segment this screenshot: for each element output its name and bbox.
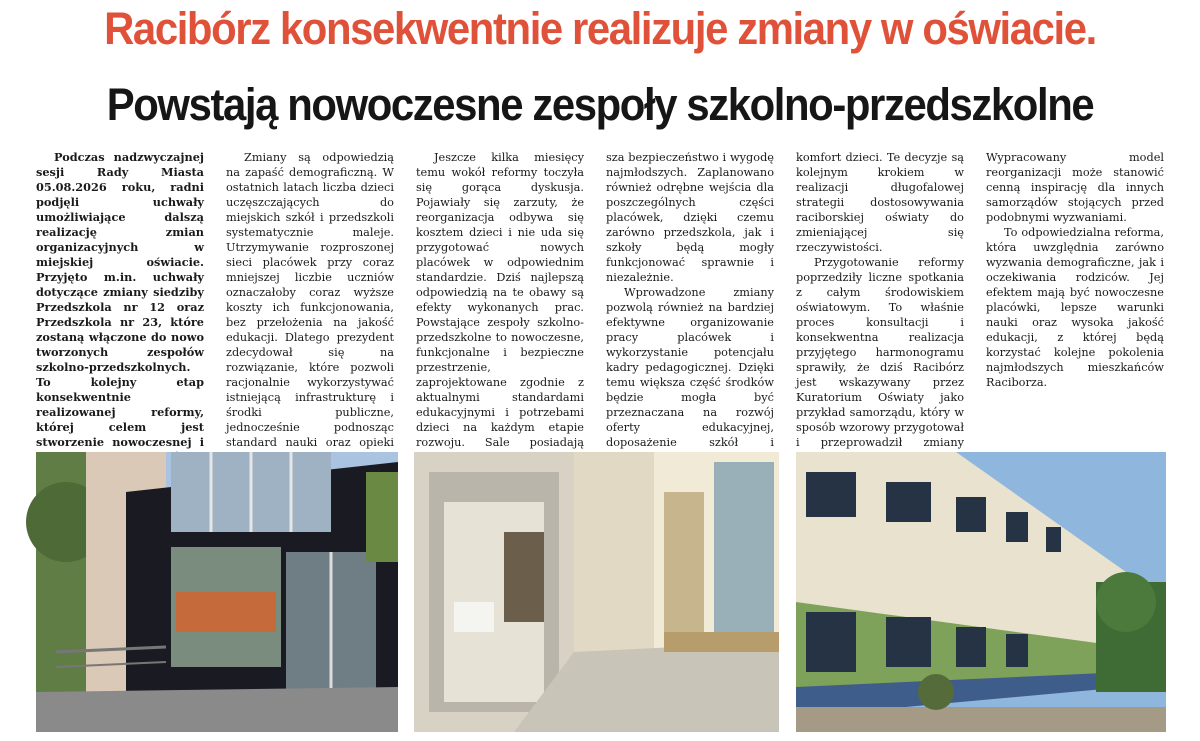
article-columns [36,150,1166,449]
paragraph: sza bezpieczeństwo i wygodę najmłodszych. Zaplanowano również odrębne wejścia dla poszczególnych części placówek, dzięki czemu zarówno przedszkola, jak i szkoły będą mogły funkcjonować sprawnie i niezależnie. [606,151,774,284]
paragraph: Zmiany są odpowiedzią na zapaść demograficzną. W ostatnich latach liczba dzieci uczęszczających do miejskich szkół i przedszkoli systematycznie maleje. Utrzymywanie rozproszonej sieci placówek przy coraz mniejszej liczbie uczniów oznaczałoby coraz wyższe koszty ich funkcjonowania, bez przełożenia na jakość edukacji. Dlatego prezydent zdecydował się na rozwiązanie, które pozwoli racjonalnie wykorzystywać istniejącą infrastrukturę i środki publiczne, jednocześnie podnosząc standard nauki oraz opieki [226,151,394,449]
article-column-1 [36,150,204,449]
photo-building-facade [796,452,1166,732]
paragraph: Wprowadzone zmiany pozwolą również na bardziej efektywne organizowanie pracy placówek i wykorzystanie potencjału kadry pedagogicznej. Dzięki temu większa część środków będzie mogła być przeznaczana na rozwój oferty edukacyjnej, doposażenie szkół i [606,286,774,449]
photo-interior-corridor [414,452,779,732]
paragraph: Podczas nadzwyczajnej sesji Rady Miasta 05.08.2026 roku, radni podjęli uchwały umożliwiające dalszą realizację zmian organizacyjnych w miejskiej oświacie. Przyjęto m.in. uchwały dotyczące zmiany siedziby Przedszkola nr 12 oraz Przedszkola nr 23, które zostaną włączone do nowo tworzonych zespołów szkolno-przedszkolnych. To kolejny etap konsekwentnie realizowanej reformy, której celem jest stworzenie nowoczesnej i [36,150,204,449]
photo-strip [36,452,1166,732]
paragraph: Jeszcze kilka miesięcy temu wokół reformy toczyła się gorąca dyskusja. Pojawiały się zarzuty, że reorganizacja odbywa się kosztem dzieci i nie uda się przygotować nowych placówek w odpowiednim standardzie. Dziś najlepszą odpowiedzią na te obawy są efekty wykonanych prac. Powstające zespoły szkolno-przedszkolne to nowoczesne, funkcjonalne i bezpieczne przestrzenie, zaprojektowane zgodnie z aktualnymi standardami edukacyjnymi i potrzebami dzieci na każdym etapie rozwoju. Sale posiadają [416,151,584,449]
article-column-6 [986,150,1164,442]
article-column-4 [606,150,774,449]
photo-building-entrance [36,452,398,732]
paragraph: Wypracowany model reorganizacji może stanowić cenną inspirację dla innych samorządów stojących przed podobnymi wyzwaniami. [986,151,1164,224]
paragraph: To odpowiedzialna reforma, która uwzględnia zarówno wyzwania demograficzne, jak i oczekiwania rodziców. Jej efektem mają być nowoczesne placówki, lepsze warunki nauki oraz wysoka jakość edukacji, z której będą korzystać kolejne pokolenia najmłodszych mieszkańców Raciborza. [986,226,1164,389]
article-column-3 [416,150,584,449]
article-column-2 [226,150,394,449]
article-column-5 [796,150,964,449]
headline-line-1: Racibórz konsekwentnie realizuje zmiany w oświacie. [104,3,1096,54]
headline-line-2: Powstają nowoczesne zespoły szkolno-przedszkolne [106,79,1094,130]
paragraph: komfort dzieci. Te decyzje są kolejnym krokiem w realizacji długofalowej strategii dostosowywania raciborskiej oświaty do zmieniającej się rzeczywistości. [796,151,964,254]
paragraph: Przygotowanie reformy poprzedziły liczne spotkania z całym środowiskiem oświatowym. To właśnie proces konsultacji i konsekwentna realizacja przyjętego harmonogramu sprawiły, że dziś Racibórz jest wskazywany przez Kuratorium Oświaty jako przykład samorządu, który w sposób wzorowy przygotował i przeprowadził zmiany [796,256,964,449]
